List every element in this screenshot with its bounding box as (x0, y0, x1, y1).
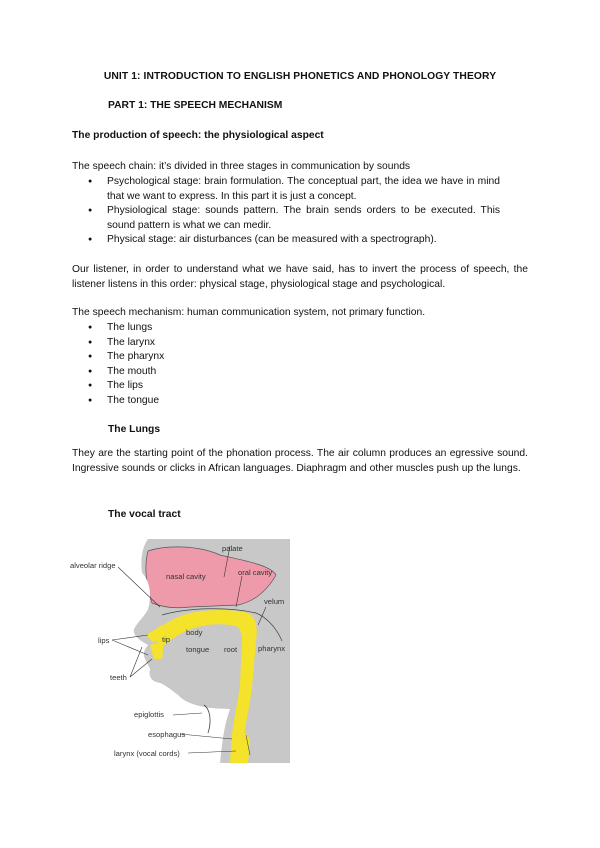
list-item: ● The lungs (86, 321, 164, 336)
label-lips: lips (98, 636, 110, 645)
label-teeth: teeth (110, 673, 127, 682)
list-item: ● The tongue (86, 394, 164, 409)
list-item: ● The lips (86, 379, 164, 394)
list-item: ● The mouth (86, 365, 164, 380)
label-larynx: larynx (vocal cords) (114, 749, 180, 758)
list-item: ● The larynx (86, 336, 164, 351)
part-title: PART 1: THE SPEECH MECHANISM (108, 100, 283, 111)
label-tip: tip (162, 635, 171, 644)
label-epiglottis: epiglottis (134, 710, 164, 719)
label-palate: palate (222, 544, 243, 553)
label-root: root (224, 645, 238, 654)
lungs-heading: The Lungs (108, 424, 161, 435)
label-velum: velum (264, 597, 285, 606)
list-item: ● Physiological stage: sounds pattern. The brain sends orders to be executed. This sound pattern is what we can medir. (86, 204, 500, 233)
listener-paragraph: Our listener, in order to understand what we have said, has to invert the process of speech, the listener listens in this order: physical stage, physiological stage and psychological. (72, 264, 528, 290)
label-nasal-cavity: nasal cavity (166, 572, 206, 581)
label-body: body (186, 628, 203, 637)
mechanism-list (86, 321, 164, 409)
mechanism-intro: The speech mechanism: human communication system, not primary function. (72, 307, 426, 318)
label-tongue: tongue (186, 645, 210, 654)
lungs-paragraph: They are the starting point of the phonation process. The air column produces an egressive sound. Ingressive sounds or clicks in African languages. Diaphragm and other muscles push up the lungs. (72, 448, 528, 474)
label-alveolar-ridge: alveolar ridge (70, 561, 116, 570)
label-esophagus: esophagus (148, 730, 186, 739)
list-item: ● The pharynx (86, 350, 164, 365)
vocal-tract-figure (70, 537, 292, 765)
list-item: ● Psychological stage: brain formulation. The conceptual part, the idea we have in mind that we want to express. In this part it is just a concept. (86, 175, 500, 204)
unit-title: UNIT 1: INTRODUCTION TO ENGLISH PHONETICS AND PHONOLOGY THEORY (103, 71, 497, 82)
label-pharynx: pharynx (258, 644, 286, 653)
list-item: ● Physical stage: air disturbances (can be measured with a spectrograph). (86, 233, 500, 248)
label-oral-cavity: oral cavity (238, 568, 273, 577)
speech-chain-intro: The speech chain: it’s divided in three stages in communication by sounds (72, 161, 411, 172)
vocal-tract-heading: The vocal tract (108, 509, 181, 520)
speech-chain-list (86, 175, 500, 248)
section-title: The production of speech: the physiological aspect (72, 130, 324, 141)
